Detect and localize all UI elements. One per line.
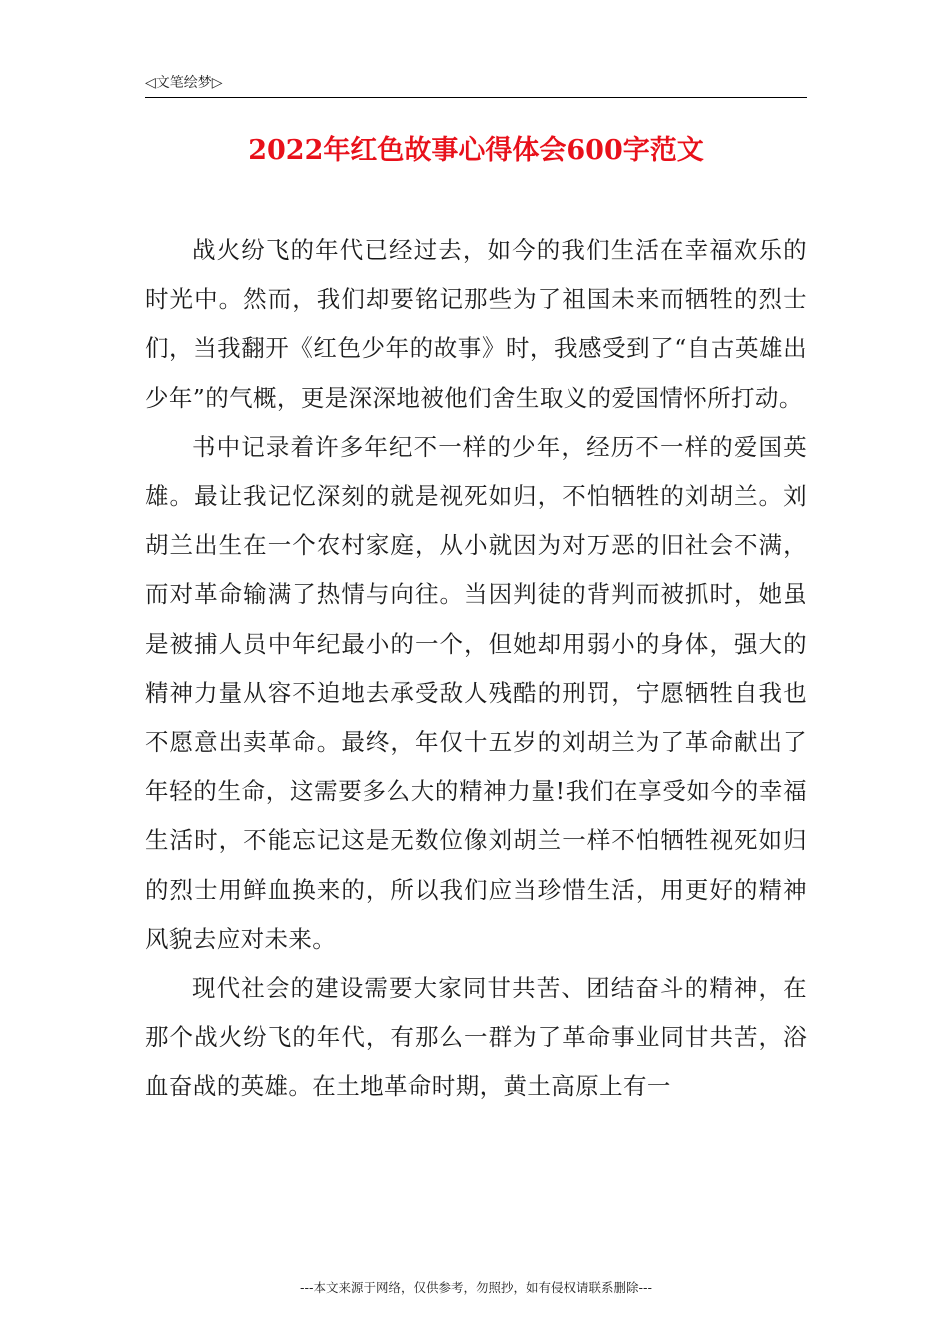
document-title: 2022年红色故事心得体会600字范文 — [248, 135, 704, 166]
header-divider — [145, 97, 807, 98]
header-brand: ◁文笔绘梦▷ — [145, 75, 223, 91]
paragraph: 现代社会的建设需要大家同甘共苦、团结奋斗的精神，在那个战火纷飞的年代，有那么一群为了革命事业同甘共苦，浴血奋战的英雄。在土地革命时期，黄土高原上有一 — [145, 974, 807, 1101]
paragraph: 战火纷飞的年代已经过去，如今的我们生活在幸福欢乐的时光中。然而，我们却要铭记那些为了祖国未来而牺牲的烈士们，当我翻开《红色少年的故事》时，我感受到了“自古英雄出少年”的气概，更是深深地被他们舍生取义的爱国情怀所打动。 — [145, 236, 807, 412]
document-body — [145, 226, 807, 1112]
paragraph: 书中记录着许多年纪不一样的少年，经历不一样的爱国英雄。最让我记忆深刻的就是视死如归，不怕牺牲的刘胡兰。刘胡兰出生在一个农村家庭，从小就因为对万恶的旧社会不满，而对革命输满了热情与向往。当因判徒的背判而被抓时，她虽是被捕人员中年纪最小的一个，但她却用弱小的身体，强大的精神力量从容不迫地去承受敌人残酷的刑罚，宁愿牺牲自我也不愿意出卖革命。最终，年仅十五岁的刘胡兰为了革命献出了年轻的生命，这需要多么大的精神力量!我们在享受如今的幸福生活时，不能忘记这是无数位像刘胡兰一样不怕牺牲视死如归的烈士用鲜血换来的，所以我们应当珍惜生活，用更好的精神风貌去应对未来。 — [145, 432, 807, 953]
footer-disclaimer: ---本文来源于网络，仅供参考，勿照抄，如有侵权请联系删除--- — [299, 1280, 653, 1295]
